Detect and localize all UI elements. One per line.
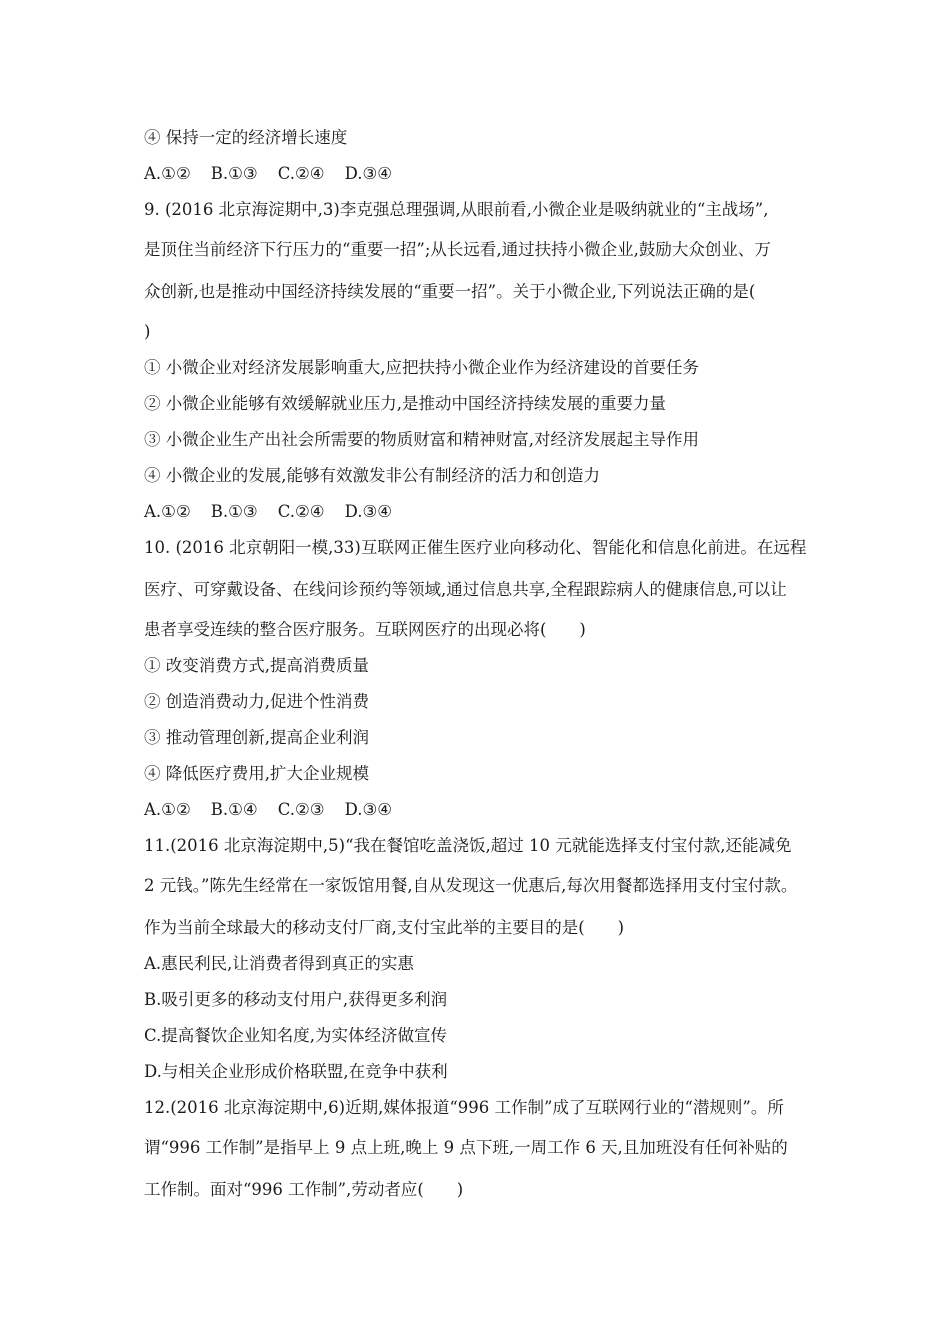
option-a: A.①② [144, 502, 191, 521]
q10-item-2: ② 创造消费动力,促进个性消费 [144, 692, 369, 711]
option-b: B.①④ [210, 800, 258, 819]
option-b: B.①③ [210, 502, 258, 521]
q9-item-4: ④ 小微企业的发展,能够有效激发非公有制经济的活力和创造力 [144, 466, 600, 485]
option-a: A.①② [144, 164, 191, 183]
q10-item-3: ③ 推动管理创新,提高企业利润 [144, 728, 369, 747]
q9-stem-line-2: 是顶住当前经济下行压力的“重要一招”;从长远看,通过扶持小微企业,鼓励大众创业、万 [144, 240, 771, 259]
q10-options [144, 800, 412, 820]
q11-stem-line-3: 作为当前全球最大的移动支付厂商,支付宝此举的主要目的是( ) [144, 918, 625, 937]
q11-stem-line-1: 11.(2016 北京海淀期中,5)“我在餐馆吃盖浇饭,超过 10 元就能选择支付宝付款,还能减免 [144, 836, 792, 855]
q11-option-d: D.与相关企业形成价格联盟,在竞争中获利 [144, 1062, 448, 1081]
q10-item-4: ④ 降低医疗费用,扩大企业规模 [144, 764, 369, 783]
q12-stem-line-1: 12.(2016 北京海淀期中,6)近期,媒体报道“996 工作制”成了互联网行业的“潜规则”。所 [144, 1098, 784, 1117]
q11-option-a: A.惠民利民,让消费者得到真正的实惠 [144, 954, 414, 973]
q12-stem-line-3: 工作制。面对“996 工作制”,劳动者应( ) [144, 1180, 464, 1199]
q9-stem-line-4: ) [144, 322, 151, 341]
option-d: D.③④ [344, 502, 393, 521]
q10-stem-line-3: 患者享受连续的整合医疗服务。互联网医疗的出现必将( ) [144, 620, 586, 639]
option-d: D.③④ [344, 164, 393, 183]
q9-item-1: ① 小微企业对经济发展影响重大,应把扶持小微企业作为经济建设的首要任务 [144, 358, 699, 377]
option-c: C.②④ [277, 164, 325, 183]
q12-stem-line-2: 谓“996 工作制”是指早上 9 点上班,晚上 9 点下班,一周工作 6 天,且加班没有任何补贴的 [144, 1138, 788, 1157]
q9-stem-line-3: 众创新,也是推动中国经济持续发展的“重要一招”。关于小微企业,下列说法正确的是( [144, 282, 756, 301]
option-b: B.①③ [210, 164, 258, 183]
prev-options [144, 164, 412, 184]
q9-stem-line-1: 9. (2016 北京海淀期中,3)李克强总理强调,从眼前看,小微企业是吸纳就业的“主战场”, [144, 200, 769, 219]
prev-item-4: ④ 保持一定的经济增长速度 [144, 128, 348, 147]
option-a: A.①② [144, 800, 191, 819]
q10-stem-line-2: 医疗、可穿戴设备、在线问诊预约等领域,通过信息共享,全程跟踪病人的健康信息,可以让 [144, 580, 787, 599]
q10-stem-line-1: 10. (2016 北京朝阳一模,33)互联网正催生医疗业向移动化、智能化和信息化前进。在远程 [144, 538, 807, 557]
q9-item-2: ② 小微企业能够有效缓解就业压力,是推动中国经济持续发展的重要力量 [144, 394, 666, 413]
q11-option-b: B.吸引更多的移动支付用户,获得更多利润 [144, 990, 448, 1009]
q9-options [144, 502, 412, 522]
q11-stem-line-2: 2 元钱。”陈先生经常在一家饭馆用餐,自从发现这一优惠后,每次用餐都选择用支付宝付款。 [144, 876, 798, 895]
option-d: D.③④ [344, 800, 393, 819]
q9-item-3: ③ 小微企业生产出社会所需要的物质财富和精神财富,对经济发展起主导作用 [144, 430, 699, 449]
option-c: C.②④ [277, 502, 325, 521]
option-c: C.②③ [277, 800, 325, 819]
q10-item-1: ① 改变消费方式,提高消费质量 [144, 656, 369, 675]
q11-option-c: C.提高餐饮企业知名度,为实体经济做宣传 [144, 1026, 448, 1045]
